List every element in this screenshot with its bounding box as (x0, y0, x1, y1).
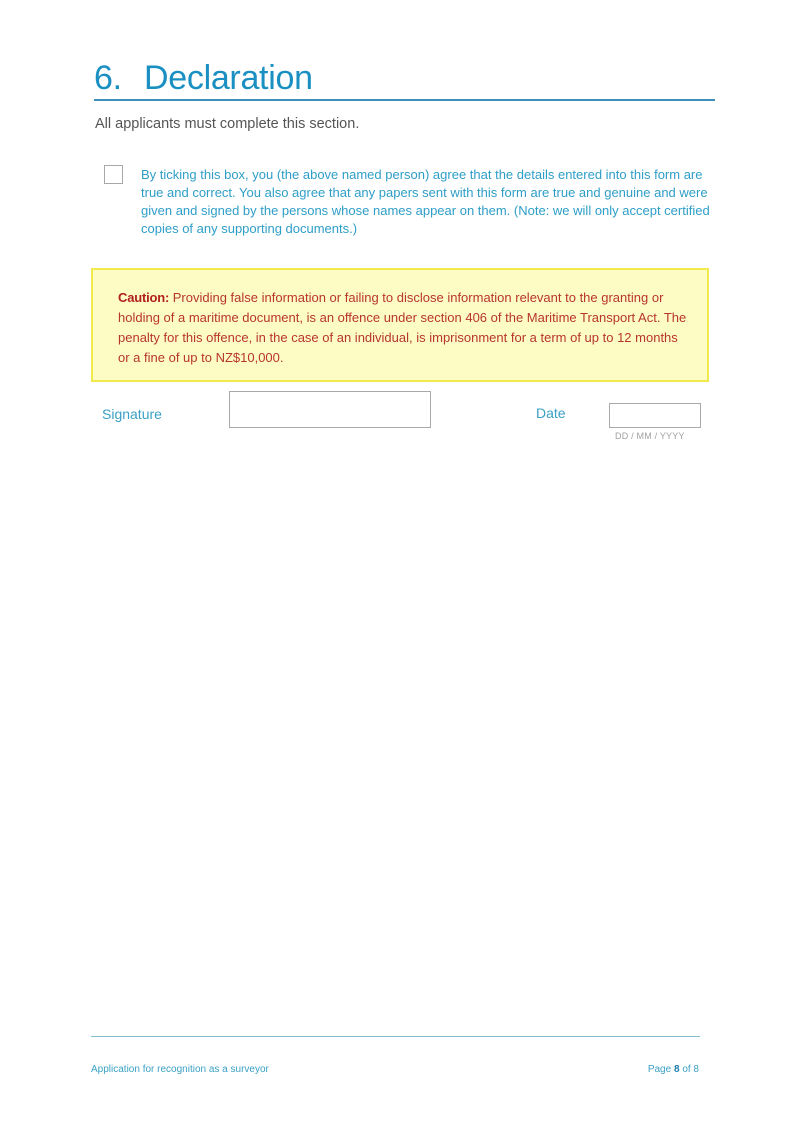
date-format-hint: DD / MM / YYYY (615, 431, 685, 441)
section-title: Declaration (144, 59, 313, 97)
footer-divider (91, 1036, 700, 1037)
page-total: of 8 (682, 1064, 699, 1075)
declaration-checkbox[interactable] (104, 165, 123, 184)
section-heading (94, 56, 313, 100)
footer-page-number (648, 1064, 699, 1075)
declaration-text: By ticking this box, you (the above named person) agree that the details entered into this form are true and correct. You also agree that any papers sent with this form are true and genuine and were given and signed by the persons whose names appear on them. (Note: we will only accept certified copies of any supporting documents.) (141, 167, 710, 236)
footer-document-title: Application for recognition as a surveyor (91, 1064, 269, 1075)
caution-box (91, 268, 709, 382)
date-field[interactable] (609, 403, 701, 428)
page-prefix: Page (647, 1064, 672, 1075)
signature-field[interactable] (229, 391, 431, 428)
date-label: Date (536, 405, 566, 421)
section-number: 6. (94, 59, 122, 97)
caution-message (118, 288, 688, 368)
signature-label: Signature (102, 406, 162, 422)
heading-divider (94, 99, 715, 101)
page-current: 8 (673, 1064, 680, 1075)
section-intro: All applicants must complete this section. (95, 116, 360, 132)
caution-label: Caution: (118, 290, 170, 305)
caution-body: Providing false information or failing to disclose information relevant to the granting or holding of a maritime document, is an offence under section 406 of the Maritime Transport Act. The penalty for this offence, in the case of an individual, is imprisonment for a term of up to 12 months or a fine of up to NZ$10,000. (118, 290, 687, 365)
